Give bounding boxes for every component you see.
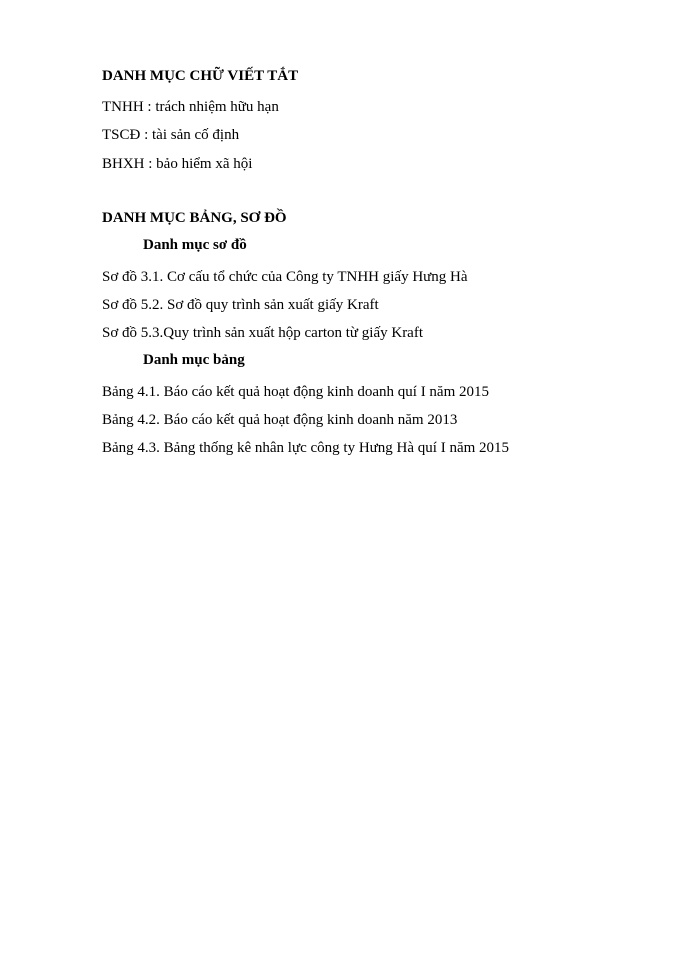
abbreviation-item: TSCĐ : tài sản cố định bbox=[102, 127, 240, 143]
diagram-item: Sơ đồ 5.3.Quy trình sản xuất hộp carton từ giấy Kraft bbox=[102, 325, 424, 341]
abbreviation-item: BHXH : bảo hiểm xã hội bbox=[102, 156, 253, 172]
table-item: Bảng 4.1. Báo cáo kết quả hoạt động kinh doanh quí I năm 2015 bbox=[102, 384, 490, 400]
table-item: Bảng 4.2. Báo cáo kết quả hoạt động kinh doanh năm 2013 bbox=[102, 412, 458, 428]
table-item: Bảng 4.3. Bảng thống kê nhân lực công ty Hưng Hà quí I năm 2015 bbox=[102, 440, 510, 456]
diagram-item: Sơ đồ 5.2. Sơ đồ quy trình sản xuất giấy Kraft bbox=[102, 297, 379, 313]
abbreviations-heading: DANH MỤC CHỮ VIẾT TẮT bbox=[102, 68, 299, 84]
tables-diagrams-heading: DANH MỤC BẢNG, SƠ ĐỒ bbox=[102, 210, 287, 226]
tables-subheading: Danh mục bảng bbox=[143, 352, 245, 368]
diagram-item: Sơ đồ 3.1. Cơ cấu tổ chức của Công ty TNHH giấy Hưng Hà bbox=[102, 269, 468, 285]
diagrams-subheading: Danh mục sơ đồ bbox=[143, 237, 247, 253]
abbreviation-item: TNHH : trách nhiệm hữu hạn bbox=[102, 99, 279, 115]
